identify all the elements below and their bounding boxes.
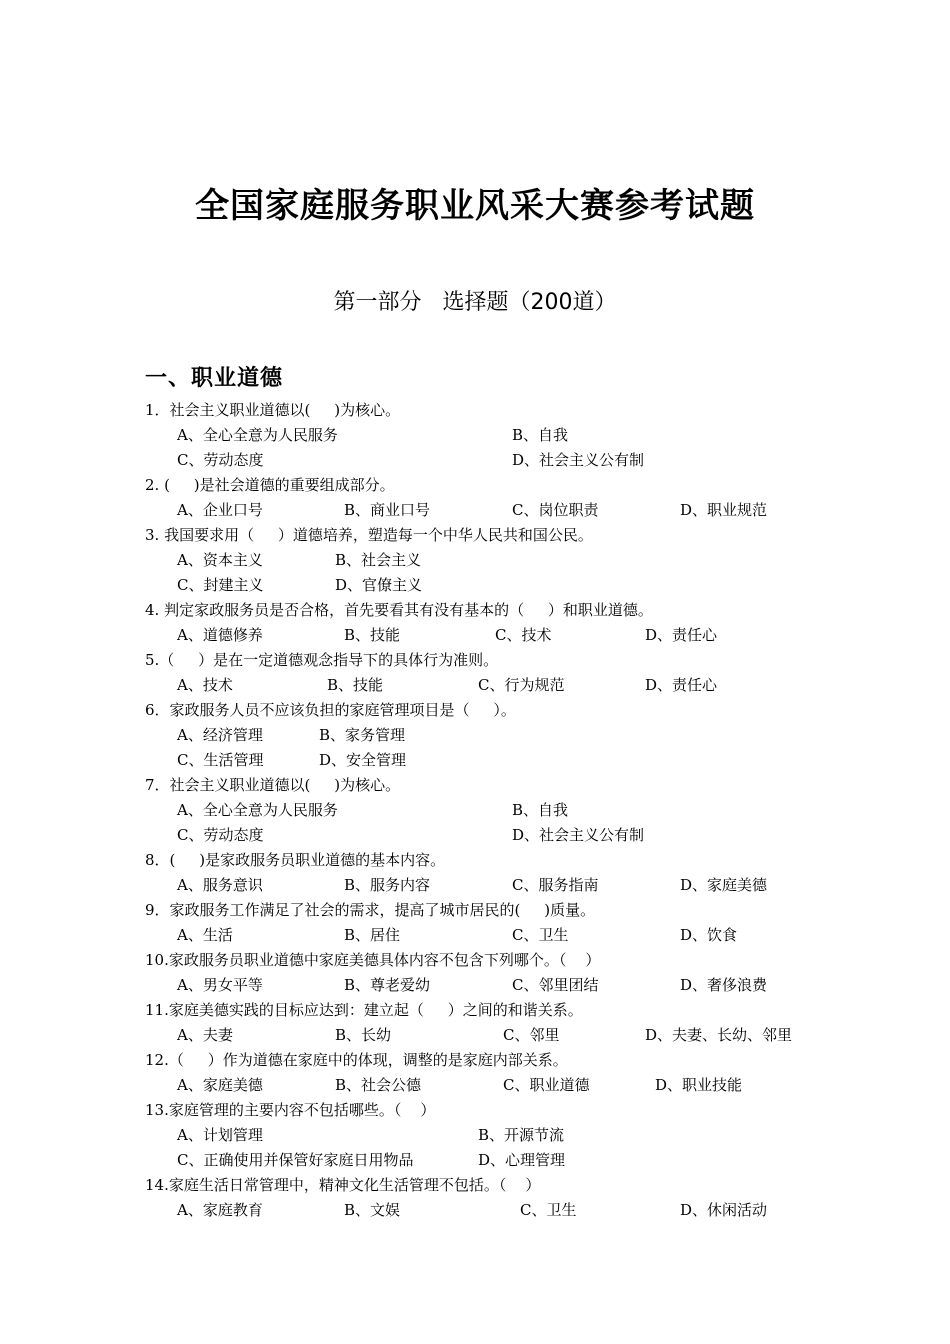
option-row (145, 548, 865, 573)
question-stem: 3. 我国要求用（ ）道德培养，塑造每一个中华人民共和国公民。 (145, 526, 593, 544)
answer-option: B、技能 (344, 626, 401, 644)
option-row (145, 448, 865, 473)
answer-option: A、生活 (177, 926, 233, 944)
question-stem: 6．家政服务人员不应该负担的家庭管理项目是（ ）。 (145, 701, 516, 719)
answer-option: B、家务管理 (319, 726, 406, 744)
answer-option: B、长幼 (335, 1026, 392, 1044)
question-stem: 9．家政服务工作满足了社会的需求，提高了城市居民的( )质量。 (145, 901, 596, 919)
option-row (145, 1123, 865, 1148)
answer-option: C、卫生 (512, 926, 569, 944)
answer-option: C、技术 (495, 626, 552, 644)
answer-option: A、服务意识 (177, 876, 263, 894)
option-row (145, 1198, 865, 1223)
answer-option: A、全心全意为人民服务 (177, 801, 338, 819)
answer-option: B、尊老爱幼 (344, 976, 431, 994)
answer-option: B、自我 (512, 426, 569, 444)
option-row (145, 923, 865, 948)
option-row (145, 798, 865, 823)
question-list (145, 398, 865, 1223)
question-item (145, 1048, 865, 1098)
answer-option: C、邻里团结 (512, 976, 599, 994)
answer-option: C、劳动态度 (177, 451, 264, 469)
answer-option: C、职业道德 (503, 1076, 590, 1094)
answer-option: A、资本主义 (177, 551, 263, 569)
answer-option: C、服务指南 (512, 876, 599, 894)
question-stem: 2. ( )是社会道德的重要组成部分。 (145, 476, 395, 494)
question-item (145, 523, 865, 598)
answer-option: D、饮食 (680, 926, 738, 944)
question-item (145, 598, 865, 648)
answer-option: C、劳动态度 (177, 826, 264, 844)
answer-option: D、家庭美德 (680, 876, 768, 894)
answer-option: C、邻里 (503, 1026, 560, 1044)
answer-option: D、奢侈浪费 (680, 976, 768, 994)
answer-option: A、经济管理 (177, 726, 263, 744)
answer-option: B、开源节流 (478, 1126, 565, 1144)
question-item (145, 1173, 865, 1223)
answer-option: D、官僚主义 (335, 576, 423, 594)
question-stem: 14.家庭生活日常管理中，精神文化生活管理不包括。（ ） (145, 1176, 541, 1194)
question-item (145, 848, 865, 898)
answer-option: D、社会主义公有制 (512, 451, 645, 469)
answer-option: B、居住 (344, 926, 401, 944)
question-stem: 13.家庭管理的主要内容不包括哪些。（ ） (145, 1101, 436, 1119)
question-item (145, 948, 865, 998)
answer-option: A、家庭教育 (177, 1201, 263, 1219)
option-row (145, 498, 865, 523)
question-item (145, 773, 865, 848)
answer-option: A、男女平等 (177, 976, 263, 994)
answer-option: C、行为规范 (478, 676, 565, 694)
answer-option: D、心理管理 (478, 1151, 566, 1169)
answer-option: B、技能 (327, 676, 384, 694)
answer-option: C、正确使用并保管好家庭日用物品 (177, 1151, 414, 1169)
answer-option: C、岗位职责 (512, 501, 599, 519)
answer-option: D、责任心 (645, 676, 718, 694)
question-stem: 4. 判定家政服务员是否合格，首先要看其有没有基本的（ ）和职业道德。 (145, 601, 653, 619)
question-stem: 12.（ ）作为道德在家庭中的体现，调整的是家庭内部关系。 (145, 1051, 568, 1069)
part-title: 第一部分 选择题（200道） (333, 290, 617, 315)
question-stem: 5.（ ）是在一定道德观念指导下的具体行为准则。 (145, 651, 499, 669)
answer-option: C、生活管理 (177, 751, 264, 769)
answer-option: D、夫妻、长幼、邻里 (645, 1026, 793, 1044)
option-row (145, 573, 865, 598)
answer-option: D、职业技能 (655, 1076, 743, 1094)
option-row (145, 973, 865, 998)
option-row (145, 623, 865, 648)
question-item (145, 648, 865, 698)
option-row (145, 1073, 865, 1098)
answer-option: D、职业规范 (680, 501, 768, 519)
option-row (145, 748, 865, 773)
answer-option: A、计划管理 (177, 1126, 263, 1144)
question-item (145, 398, 865, 473)
question-item (145, 1098, 865, 1173)
answer-option: B、社会公德 (335, 1076, 422, 1094)
option-row (145, 1023, 865, 1048)
option-row (145, 723, 865, 748)
question-stem: 8．( )是家政服务员职业道德的基本内容。 (145, 851, 446, 869)
question-stem: 7．社会主义职业道德以( )为核心。 (145, 776, 401, 794)
question-stem: 10.家政服务员职业道德中家庭美德具体内容不包含下列哪个。（ ） (145, 951, 601, 969)
option-row (145, 873, 865, 898)
document-title: 全国家庭服务职业风采大赛参考试题 (195, 186, 755, 226)
answer-option: B、自我 (512, 801, 569, 819)
answer-option: A、夫妻 (177, 1026, 233, 1044)
question-item (145, 998, 865, 1048)
answer-option: A、企业口号 (177, 501, 263, 519)
answer-option: B、社会主义 (335, 551, 422, 569)
question-item (145, 698, 865, 773)
answer-option: A、全心全意为人民服务 (177, 426, 338, 444)
answer-option: A、家庭美德 (177, 1076, 263, 1094)
question-stem: 11.家庭美德实践的目标应达到：建立起（ ）之间的和谐关系。 (145, 1001, 583, 1019)
answer-option: C、封建主义 (177, 576, 264, 594)
answer-option: A、技术 (177, 676, 233, 694)
answer-option: A、道德修养 (177, 626, 263, 644)
answer-option: B、文娱 (344, 1201, 401, 1219)
answer-option: D、责任心 (645, 626, 718, 644)
question-item (145, 898, 865, 948)
answer-option: B、服务内容 (344, 876, 431, 894)
option-row (145, 673, 865, 698)
answer-option: D、休闲活动 (680, 1201, 768, 1219)
option-row (145, 823, 865, 848)
answer-option: D、安全管理 (319, 751, 407, 769)
answer-option: C、卫生 (520, 1201, 577, 1219)
answer-option: D、社会主义公有制 (512, 826, 645, 844)
question-item (145, 473, 865, 523)
question-stem: 1．社会主义职业道德以( )为核心。 (145, 401, 401, 419)
option-row (145, 423, 865, 448)
option-row (145, 1148, 865, 1173)
answer-option: B、商业口号 (344, 501, 431, 519)
section-title: 一、职业道德 (145, 366, 284, 391)
